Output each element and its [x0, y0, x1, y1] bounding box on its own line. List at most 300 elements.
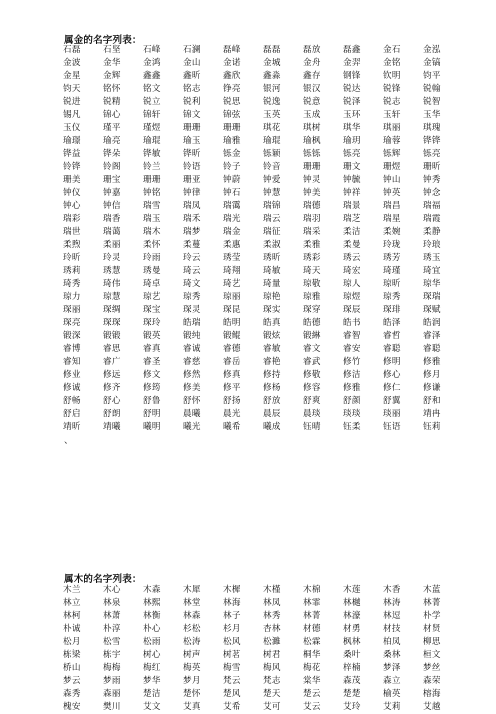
name-cell: 铧铧	[423, 136, 441, 146]
name-cell: 锐达	[343, 84, 361, 94]
name-cell: 锻綝	[303, 331, 321, 341]
name-row	[63, 96, 463, 109]
name-cell: 林逗	[383, 611, 401, 621]
name-cell: 石澜	[183, 45, 201, 55]
name-row	[63, 382, 463, 395]
name-cell: 皓瑞	[183, 318, 201, 328]
name-cell: 锦弦	[223, 110, 241, 120]
section-heading-wood: 属木的名字列表：	[64, 574, 142, 585]
name-cell: 楚怀	[183, 689, 201, 699]
name-cell: 柔丽	[103, 240, 121, 250]
name-cell: 锐利	[183, 97, 201, 107]
name-row	[63, 623, 463, 636]
name-cell: 珊煜	[383, 162, 401, 172]
name-cell: 柏凤	[383, 637, 401, 647]
name-cell: 锻鲲	[223, 331, 241, 341]
name-cell: 琛辰	[343, 305, 361, 315]
name-cell: 珊珊	[183, 123, 201, 133]
name-cell: 铮亮	[223, 84, 241, 94]
name-row	[63, 239, 463, 252]
name-cell: 铭志	[183, 84, 201, 94]
name-cell: 木香	[383, 585, 401, 595]
name-cell: 靖昕	[63, 422, 81, 432]
name-cell: 瑞霭	[223, 201, 241, 211]
name-cell: 修筠	[143, 383, 161, 393]
name-row	[63, 213, 463, 226]
name-cell: 修明	[383, 357, 401, 367]
name-row	[63, 135, 463, 148]
name-cell: 梅花	[303, 663, 321, 673]
name-cell: 鑫淼	[263, 71, 281, 81]
name-row	[63, 187, 463, 200]
name-cell: 曦光	[183, 422, 201, 432]
name-cell: 琦宜	[423, 266, 441, 276]
name-cell: 珊珊	[303, 162, 321, 172]
name-cell: 琇曼	[143, 266, 161, 276]
name-cell: 艾真	[183, 702, 201, 712]
name-cell: 玲昕	[63, 253, 81, 263]
name-cell: 晨曦	[183, 409, 201, 419]
name-cell: 金羿	[343, 58, 361, 68]
name-cell: 皓书	[343, 318, 361, 328]
name-cell: 铃子	[223, 162, 241, 172]
name-cell: 杉松	[183, 624, 201, 634]
name-row	[63, 278, 463, 291]
name-cell: 林萧	[103, 611, 121, 621]
name-cell: 曦明	[143, 422, 161, 432]
name-cell: 锻深	[63, 331, 81, 341]
name-cell: 铄亮	[423, 149, 441, 159]
name-cell: 锻锻	[103, 331, 121, 341]
name-cell: 睿慈	[183, 357, 201, 367]
name-cell: 松月	[63, 637, 81, 647]
name-cell: 柔怀	[143, 240, 161, 250]
name-cell: 瑞采	[303, 227, 321, 237]
name-cell: 锐志	[383, 97, 401, 107]
name-cell: 琇玉	[423, 253, 441, 263]
name-cell: 瑜玉	[183, 136, 201, 146]
name-cell: 琇彩	[303, 253, 321, 263]
name-cell: 林森	[183, 611, 201, 621]
name-cell: 锻纯	[183, 331, 201, 341]
name-cell: 睿武	[303, 357, 321, 367]
name-cell: 修心	[383, 370, 401, 380]
name-cell: 瑞星	[383, 214, 401, 224]
name-cell: 金铭	[383, 58, 401, 68]
name-cell: 金城	[263, 58, 281, 68]
name-cell: 琼秀	[383, 292, 401, 302]
name-cell: 锐意	[303, 97, 321, 107]
name-cell: 柔蔓	[183, 240, 201, 250]
name-cell: 睿泽	[423, 331, 441, 341]
name-row	[63, 584, 463, 597]
name-cell: 森荣	[423, 676, 441, 686]
name-cell: 金辉	[103, 71, 121, 81]
trailing-mark: 、	[64, 436, 74, 446]
name-cell: 材贤	[423, 624, 441, 634]
name-cell: 晨光	[223, 409, 241, 419]
name-cell: 金山	[183, 58, 201, 68]
name-cell: 瑜蓉	[383, 136, 401, 146]
name-row	[63, 636, 463, 649]
name-cell: 睿真	[143, 344, 161, 354]
name-cell: 艾越	[423, 702, 441, 712]
name-cell: 森茂	[343, 676, 361, 686]
name-cell: 钟石	[223, 188, 241, 198]
name-cell: 皓明	[223, 318, 241, 328]
name-cell: 枫林	[343, 637, 361, 647]
name-cell: 木樨	[223, 585, 241, 595]
name-row	[63, 57, 463, 70]
name-cell: 松风	[223, 637, 241, 647]
name-row	[63, 675, 463, 688]
name-cell: 琦伟	[103, 279, 121, 289]
name-cell: 琇昕	[263, 253, 281, 263]
name-cell: 杉月	[223, 624, 241, 634]
name-cell: 林秀	[263, 611, 281, 621]
name-cell: 琪花	[263, 123, 281, 133]
name-cell: 琇慧	[103, 266, 121, 276]
name-cell: 铭文	[143, 84, 161, 94]
name-cell: 琛昆	[223, 305, 241, 315]
name-cell: 锐逸	[263, 97, 281, 107]
name-cell: 修远	[103, 370, 121, 380]
name-cell: 修然	[183, 370, 201, 380]
name-cell: 木蓝	[423, 585, 441, 595]
name-cell: 钟信	[103, 201, 121, 211]
name-cell: 钟铭	[143, 188, 161, 198]
name-cell: 榆英	[383, 689, 401, 699]
name-cell: 松濉	[263, 637, 281, 647]
name-cell: 睿知	[63, 357, 81, 367]
name-cell: 瑞福	[423, 201, 441, 211]
name-cell: 鑫存	[303, 71, 321, 81]
name-cell: 朴淳	[103, 624, 121, 634]
name-cell: 木棉	[303, 585, 321, 595]
name-row	[63, 200, 463, 213]
name-cell: 瑞征	[263, 227, 281, 237]
name-cell: 栋梁	[63, 650, 81, 660]
name-cell: 林菁	[423, 598, 441, 608]
name-cell: 金石	[383, 45, 401, 55]
name-cell: 钟英	[383, 188, 401, 198]
name-row	[63, 662, 463, 675]
name-cell: 杏林	[263, 624, 281, 634]
name-cell: 瑞霞	[423, 214, 441, 224]
name-cell: 瑜枫	[303, 136, 321, 146]
name-cell: 睿聪	[383, 344, 401, 354]
name-cell: 舒启	[63, 409, 81, 419]
name-cell: 朴诚	[63, 624, 81, 634]
name-cell: 钟灵	[303, 175, 321, 185]
name-cell: 琼秀	[183, 292, 201, 302]
name-cell: 琇云	[343, 253, 361, 263]
name-cell: 艾莉	[383, 702, 401, 712]
name-cell: 林柯	[63, 611, 81, 621]
name-cell: 修真	[223, 370, 241, 380]
name-cell: 琼雅	[303, 292, 321, 302]
name-cell: 修杨	[263, 383, 281, 393]
name-cell: 瑞雪	[143, 201, 161, 211]
name-table-wood	[63, 584, 463, 714]
name-cell: 舒和	[423, 396, 441, 406]
name-cell: 铃铧	[63, 162, 81, 172]
name-cell: 石坚	[103, 45, 121, 55]
name-cell: 瑜雅	[223, 136, 241, 146]
name-cell: 琦卓	[143, 279, 161, 289]
name-cell: 琪树	[303, 123, 321, 133]
name-cell: 金舟	[303, 58, 321, 68]
name-cell: 玲云	[183, 253, 201, 263]
name-cell: 琦量	[263, 279, 281, 289]
name-cell: 楚风	[223, 689, 241, 699]
name-cell: 瑞芝	[343, 214, 361, 224]
name-row	[63, 70, 463, 83]
name-cell: 树心	[143, 650, 161, 660]
name-cell: 桐华	[303, 650, 321, 660]
name-cell: 锦轩	[143, 110, 161, 120]
name-cell: 琛丽	[63, 305, 81, 315]
name-row	[63, 252, 463, 265]
name-cell: 琦敏	[263, 266, 281, 276]
name-cell: 铭怀	[103, 84, 121, 94]
name-cell: 舒扬	[223, 396, 241, 406]
name-cell: 珊美	[63, 175, 81, 185]
name-cell: 睿思	[103, 344, 121, 354]
name-cell: 玉仪	[63, 123, 81, 133]
name-cell: 修谦	[423, 383, 441, 393]
name-row	[63, 343, 463, 356]
name-cell: 钰莉	[423, 422, 441, 432]
name-cell: 银汉	[303, 84, 321, 94]
name-cell: 修持	[263, 370, 281, 380]
name-cell: 松雪	[103, 637, 121, 647]
name-cell: 柔煦	[63, 240, 81, 250]
name-row	[63, 649, 463, 662]
name-cell: 钟仪	[63, 188, 81, 198]
name-cell: 瑞云	[263, 214, 281, 224]
name-cell: 金华	[103, 58, 121, 68]
name-cell: 琼力	[63, 292, 81, 302]
name-cell: 修雅	[343, 383, 361, 393]
name-cell: 琦翔	[223, 266, 241, 276]
name-cell: 舒颜	[343, 396, 361, 406]
name-cell: 金诺	[223, 58, 241, 68]
name-cell: 锐立	[143, 97, 161, 107]
name-cell: 玲珑	[383, 240, 401, 250]
name-cell: 梅红	[143, 663, 161, 673]
name-cell: 修月	[423, 370, 441, 380]
name-cell: 玉轩	[383, 110, 401, 120]
name-cell: 修容	[303, 383, 321, 393]
name-cell: 睿圣	[143, 357, 161, 367]
name-cell: 玲灵	[103, 253, 121, 263]
name-cell: 栋宇	[103, 650, 121, 660]
name-cell: 舒畅	[63, 396, 81, 406]
name-cell: 锻英	[143, 331, 161, 341]
name-cell: 楚云	[303, 689, 321, 699]
name-cell: 琦艺	[223, 279, 241, 289]
name-cell: 梓楠	[343, 663, 361, 673]
name-cell: 梅风	[263, 663, 281, 673]
name-cell: 磊峰	[223, 45, 241, 55]
name-cell: 梦云	[63, 676, 81, 686]
name-cell: 晨琰	[303, 409, 321, 419]
name-cell: 琛琛	[103, 318, 121, 328]
name-cell: 曦希	[223, 422, 241, 432]
name-cell: 锻炫	[263, 331, 281, 341]
name-cell: 钟祥	[343, 188, 361, 198]
name-cell: 梅梅	[103, 663, 121, 673]
name-cell: 瑜玥	[343, 136, 361, 146]
name-cell: 树君	[263, 650, 281, 660]
name-cell: 钧平	[423, 71, 441, 81]
name-row	[63, 408, 463, 421]
name-row	[63, 304, 463, 317]
name-cell: 钟蔚	[223, 175, 241, 185]
name-cell: 修敬	[303, 370, 321, 380]
name-cell: 铄辉	[383, 149, 401, 159]
name-cell: 琪瑰	[423, 123, 441, 133]
name-cell: 楚洁	[143, 689, 161, 699]
name-row	[63, 356, 463, 369]
name-cell: 琛瑞	[423, 292, 441, 302]
name-cell: 皓德	[303, 318, 321, 328]
name-table-metal	[63, 44, 463, 434]
name-cell: 材勇	[343, 624, 361, 634]
name-cell: 铃音	[263, 162, 281, 172]
name-cell: 林凤	[263, 598, 281, 608]
name-cell: 琇莉	[63, 266, 81, 276]
name-cell: 舒明	[143, 409, 161, 419]
name-cell: 林熙	[143, 598, 161, 608]
name-cell: 铃兰	[143, 162, 161, 172]
name-cell: 钢锋	[343, 71, 361, 81]
name-cell: 松涛	[183, 637, 201, 647]
name-cell: 琦云	[183, 266, 201, 276]
name-row	[63, 122, 463, 135]
name-cell: 梦雨	[103, 676, 121, 686]
name-cell: 林泉	[103, 598, 121, 608]
name-cell: 珊珊	[143, 175, 161, 185]
name-cell: 瑞蔼	[103, 227, 121, 237]
name-cell: 睿广	[103, 357, 121, 367]
name-cell: 珊珊	[223, 123, 241, 133]
name-cell: 桓文	[423, 650, 441, 660]
name-cell: 琦天	[303, 266, 321, 276]
name-cell: 森秀	[63, 689, 81, 699]
name-row	[63, 44, 463, 57]
name-cell: 珊亚	[183, 175, 201, 185]
name-cell: 琪丽	[383, 123, 401, 133]
name-cell: 鑫鑫	[143, 71, 161, 81]
name-cell: 锐思	[223, 97, 241, 107]
name-cell: 林立	[63, 598, 81, 608]
name-cell: 林濠	[343, 611, 361, 621]
name-cell: 修齐	[103, 383, 121, 393]
name-cell: 琛赋	[423, 305, 441, 315]
name-cell: 睿诚	[183, 344, 201, 354]
name-cell: 森丽	[103, 689, 121, 699]
name-cell: 金镐	[423, 58, 441, 68]
name-cell: 林菁	[303, 611, 321, 621]
name-cell: 玉成	[303, 110, 321, 120]
name-cell: 瑞香	[103, 214, 121, 224]
name-cell: 艾玲	[343, 702, 361, 712]
name-cell: 梦华	[143, 676, 161, 686]
name-cell: 钟心	[63, 201, 81, 211]
name-cell: 树声	[183, 650, 201, 660]
name-cell: 木心	[103, 585, 121, 595]
name-cell: 鑫昕	[183, 71, 201, 81]
name-cell: 瑞德	[303, 201, 321, 211]
name-row	[63, 701, 463, 714]
name-cell: 瑜琨	[143, 136, 161, 146]
name-cell: 皓真	[263, 318, 281, 328]
name-cell: 木森	[143, 585, 161, 595]
name-cell: 钧天	[63, 84, 81, 94]
name-cell: 瑞凤	[183, 201, 201, 211]
name-cell: 柔曼	[343, 240, 361, 250]
name-cell: 铄颖	[263, 149, 281, 159]
name-cell: 梵云	[223, 676, 241, 686]
name-row	[63, 291, 463, 304]
name-cell: 梦丝	[423, 663, 441, 673]
name-cell: 钟念	[423, 188, 441, 198]
name-cell: 舒爽	[303, 396, 321, 406]
name-cell: 琼煜	[343, 292, 361, 302]
name-cell: 瑞金	[223, 227, 241, 237]
name-cell: 琼慧	[103, 292, 121, 302]
name-cell: 琼敬	[303, 279, 321, 289]
name-cell: 石磊	[63, 45, 81, 55]
name-cell: 樊川	[103, 702, 121, 712]
name-cell: 梅英	[183, 663, 201, 673]
name-cell: 琛琲	[383, 305, 401, 315]
name-cell: 修洁	[343, 370, 361, 380]
name-cell: 梵志	[263, 676, 281, 686]
name-cell: 瑜亮	[103, 136, 121, 146]
name-cell: 瑞梦	[183, 227, 201, 237]
name-cell: 瑞景	[343, 201, 361, 211]
name-cell: 睿博	[63, 344, 81, 354]
name-cell: 木莲	[343, 585, 361, 595]
name-cell: 钰晴	[303, 422, 321, 432]
name-cell: 楚天	[263, 689, 281, 699]
name-cell: 钟律	[183, 188, 201, 198]
name-row	[63, 226, 463, 239]
name-row	[63, 83, 463, 96]
name-cell: 铧朵	[103, 149, 121, 159]
name-cell: 琼人	[343, 279, 361, 289]
name-cell: 瑞玉	[143, 214, 161, 224]
name-row	[63, 317, 463, 330]
name-cell: 锐泽	[343, 97, 361, 107]
name-cell: 瑞羽	[303, 214, 321, 224]
name-cell: 钟山	[383, 175, 401, 185]
name-cell: 钰语	[383, 422, 401, 432]
name-cell: 瑞锦	[263, 201, 281, 211]
name-row	[63, 174, 463, 187]
name-cell: 梦泽	[383, 663, 401, 673]
name-cell: 磊磊	[263, 45, 281, 55]
name-cell: 修雅	[423, 357, 441, 367]
name-cell: 瑞木	[143, 227, 161, 237]
name-cell: 槐安	[63, 702, 81, 712]
name-cell: 珊昕	[423, 162, 441, 172]
name-cell: 睿岳	[223, 357, 241, 367]
name-cell: 睿德	[223, 344, 241, 354]
